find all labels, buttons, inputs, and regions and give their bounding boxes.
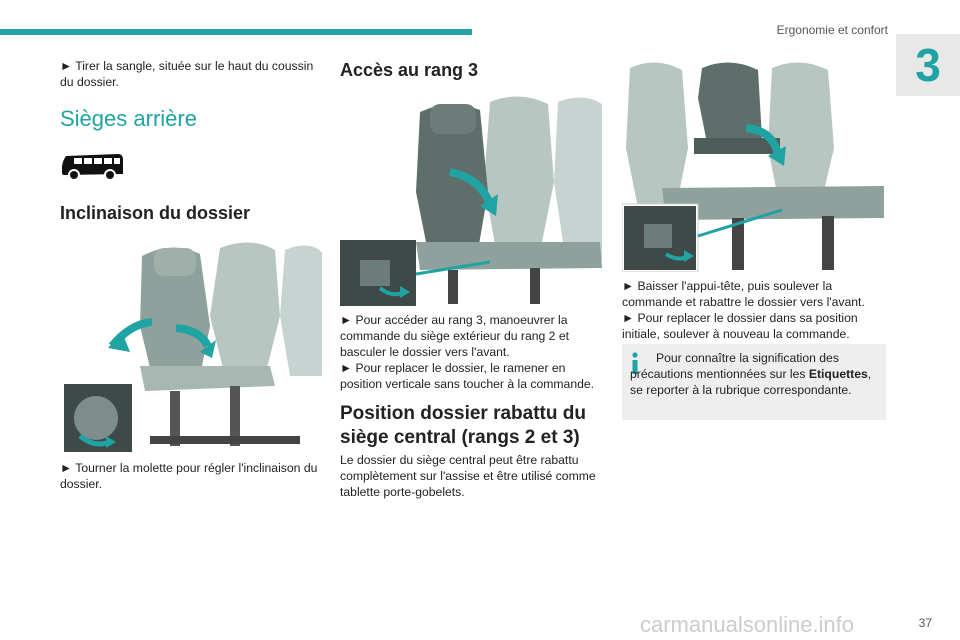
chapter-number: 3 xyxy=(915,39,941,91)
heading-access-row3: Accès au rang 3 xyxy=(340,60,479,80)
heading-fold-line-1: Position dossier rabattu du xyxy=(340,403,586,424)
info-text-part-2: , se reporter à la rubrique correspondante. xyxy=(630,367,872,397)
access-step-2: ► Pour replacer le dossier, le ramener en position verticale sans toucher à la commande. xyxy=(340,361,595,391)
info-text-bold: Etiquettes xyxy=(808,367,868,381)
watermark: carmanualsonline.info xyxy=(640,612,855,637)
seat-access-illustration xyxy=(340,92,602,306)
heading-fold-position xyxy=(340,402,602,450)
info-text xyxy=(630,350,876,398)
caption-recline: ► Tourner la molette pour régler l'inclinaison du dossier. xyxy=(60,461,318,491)
minibus-icon xyxy=(60,148,126,184)
info-text-part-1: Pour connaître la signification des précautions mentionnées sur les xyxy=(630,351,839,381)
heading-fold-line-2: siège central (rangs 2 et 3) xyxy=(340,427,580,448)
seat-recline-illustration xyxy=(60,236,322,454)
header-section-title: Ergonomie et confort xyxy=(776,23,888,37)
fold-description: Le dossier du siège central peut être rabattu complètement sur l'assise et être utilisé comme tablette porte-gobelets. xyxy=(340,453,596,499)
chapter-tab xyxy=(896,34,960,96)
access-step-1: ► Pour accéder au rang 3, manoeuvrer la commande du siège extérieur du rang 2 et basculer le dossier vers l'avant. xyxy=(340,313,569,359)
subheading-recline: Inclinaison du dossier xyxy=(60,203,251,223)
page-number: 37 xyxy=(918,616,932,630)
intro-instruction: ► Tirer la sangle, située sur le haut du coussin du dossier. xyxy=(60,59,314,89)
fold-step-1: ► Baisser l'appui-tête, puis soulever la commande et rabattre le dossier vers l'avant. xyxy=(622,279,865,309)
fold-step-2: ► Pour replacer le dossier dans sa position initiale, soulever à nouveau la commande. xyxy=(622,311,858,341)
header-accent-bar xyxy=(0,29,472,35)
info-box xyxy=(622,344,886,420)
section-heading: Sièges arrière xyxy=(60,106,197,131)
seat-fold-illustration xyxy=(622,58,884,272)
